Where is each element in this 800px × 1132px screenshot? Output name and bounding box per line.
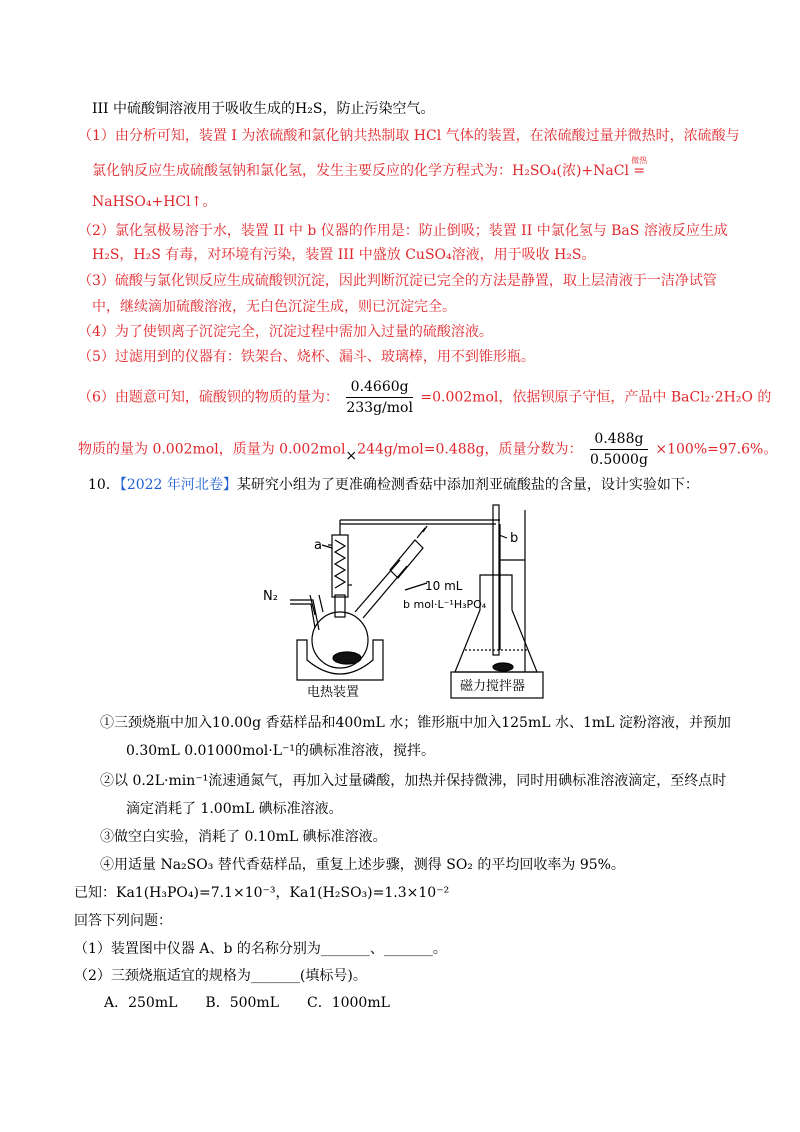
known-constants: 已知：Ka1(H₃PO₄)=7.1×10⁻³，Ka1(H₂SO₃)=1.3×10⁻² (74, 885, 450, 901)
label-n2: N₂ (263, 589, 278, 604)
question-number: 10． (88, 477, 120, 493)
fraction-numerator: 0.488g (590, 430, 648, 450)
times-sign: × (345, 447, 358, 464)
condenser-coil (335, 540, 345, 588)
reaction-condition: 微热 (631, 156, 648, 165)
step-4: ④用适量 Na₂SO₃ 替代香菇样品，重复上述步骤，测得 SO₂ 的平均回收率为 95%。 (100, 857, 625, 873)
explanation-p1-text: 氯化钠反应生成硫酸氢钠和氯化氢，发生主要反应的化学方程式为：H₂SO₄(浓)+NaCl (92, 163, 629, 179)
step-3: ③做空白实验，消耗了 0.10mL 碘标准溶液。 (100, 829, 387, 845)
explanation-p1-line3: NaHSO₄+HCl↑。 (92, 194, 217, 210)
explanation-p6-post: =0.002mol，依据钡原子守恒，产品中 BaCl₂·2H₂O 的 (420, 389, 772, 406)
question-heading (88, 476, 699, 494)
sample-in-flask (333, 652, 361, 664)
explanation-p2-line1: （2）氯化氢极易溶于水，装置 II 中 b 仪器的作用是：防止倒吸；装置 II 中氯化氢与 BaS 溶液反应生成 (78, 223, 728, 239)
fraction-denominator: 0.5000g (589, 452, 648, 468)
stir-bar (493, 663, 513, 671)
step-1-line1: ①三颈烧瓶中加入10.00g 香菇样品和400mL 水；锥形瓶中加入125mL 水、1mL 淀粉溶液，并预加 (100, 715, 731, 731)
label-10ml: 10 mL (425, 579, 463, 593)
explanation-intro: III 中硫酸铜溶液用于吸收生成的H₂S，防止污染空气。 (92, 101, 435, 117)
reaction-arrow (631, 156, 648, 180)
explanation-p7-pre: 物质的量为 0.002mol，质量为 0.002mol (78, 441, 346, 458)
sub-question-1: （1）装置图中仪器 A、b 的名称分别为_______、_______。 (74, 941, 447, 957)
fraction-numerator: 0.4660g (346, 378, 413, 398)
step-1-line2: 0.30mL 0.01000mol·L⁻¹的碘标准溶液，搅拌。 (126, 743, 436, 759)
flask-right-neck (355, 560, 407, 618)
question-stem: 某研究小组为了更准确检测香菇中添加剂亚硫酸盐的含量，设计实验如下： (236, 477, 699, 493)
dropping-funnel (390, 540, 423, 578)
reaction-equals: = (633, 163, 646, 179)
fraction-barium-sulfate (346, 378, 413, 417)
explanation-p7-post: ×100%=97.6%。 (655, 441, 778, 458)
explanation-p3-line2: 中，继续滴加硫酸溶液，无白色沉淀生成，则已沉淀完全。 (92, 299, 456, 315)
label-heater: 电热装置 (307, 685, 360, 700)
label-h3po4: b mol·L⁻¹H₃PO₄ (403, 598, 487, 611)
flask-center-neck (335, 595, 345, 617)
step-2-line2: 滴定消耗了 1.00mL 碘标准溶液。 (126, 801, 343, 817)
explanation-p1-line2 (92, 156, 648, 180)
burette-b (493, 505, 499, 655)
explanation-p1-line1: （1）由分析可知，装置 I 为浓硫酸和氯化钠共热制取 HCl 气体的装置，在浓硫酸过量并微热时，浓硫酸与 (78, 128, 740, 144)
explanation-p7-mid: 244g/mol=0.488g，质量分数为： (357, 441, 583, 458)
fraction-denominator: 233g/mol (346, 400, 413, 416)
question-source: 【2022 年河北卷】 (119, 477, 237, 493)
apparatus-diagram (255, 500, 545, 705)
explanation-p6-pre: （6）由题意可知，硫酸钡的物质的量为： (78, 389, 339, 406)
sub-question-2: （2）三颈烧瓶适宜的规格为_______(填标号)。 (74, 968, 367, 984)
explanation-p6 (78, 378, 771, 417)
condenser-a (332, 535, 348, 597)
explanation-p3-line1: （3）硫酸与氯化钡反应生成硫酸钡沉淀，因此判断沉淀已完全的方法是静置，取上层清液于一洁净试管 (78, 273, 717, 289)
explanation-p7 (78, 430, 777, 469)
explanation-p2-line2: H₂S，H₂S 有毒，对环境有污染，装置 III 中盛放 CuSO₄溶液，用于吸收 H₂S。 (92, 247, 596, 263)
explanation-p5: （5）过滤用到的仪器有：铁架台、烧杯、漏斗、玻璃棒，用不到锥形瓶。 (78, 349, 535, 365)
label-stirrer: 磁力搅拌器 (460, 679, 526, 694)
explanation-p4: （4）为了使钡离子沉淀完全，沉淀过程中需加入过量的硫酸溶液。 (78, 324, 493, 340)
step-2-line1: ②以 0.2L·min⁻¹流速通氮气，再加入过量磷酸，加热并保持微沸，同时用碘标准溶液滴定，至终点时 (100, 773, 727, 789)
label-a: a (314, 538, 322, 553)
label-b: b (510, 531, 519, 546)
answer-options: A．250mL B．500mL C．1000mL (104, 995, 390, 1011)
fraction-mass-fraction (590, 430, 648, 469)
answer-prompt: 回答下列问题： (74, 913, 172, 929)
